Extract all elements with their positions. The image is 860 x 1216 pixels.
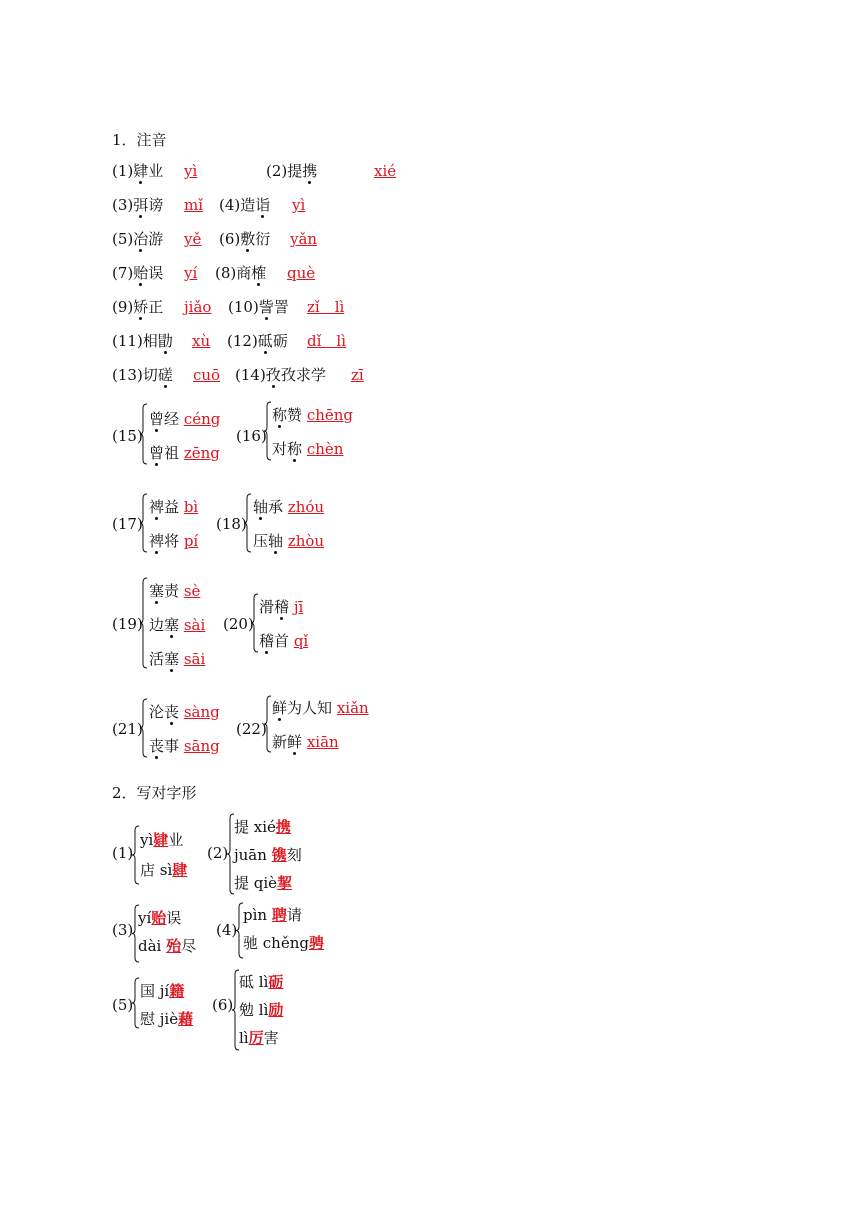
term-dotted-char: 稽 <box>259 632 275 650</box>
brace-icon <box>132 978 140 1028</box>
term-dotted-char: 訾 <box>258 298 274 316</box>
term <box>149 410 179 428</box>
term-pre: 沦 <box>149 703 165 721</box>
group-row <box>253 531 324 551</box>
phonetic-item <box>112 263 163 283</box>
group-row <box>149 497 198 517</box>
term-dotted-char: 敷 <box>240 230 256 248</box>
pinyin-answer: dǐ lì <box>307 332 346 350</box>
phonetic-item <box>112 331 173 351</box>
term-pre: 相 <box>142 332 158 350</box>
row-suffix: 误 <box>166 909 182 927</box>
pinyin-answer: sàng <box>183 703 220 721</box>
term-dotted-char: 冶 <box>133 230 149 248</box>
term-dotted-char: 携 <box>302 162 318 180</box>
term-post: 业 <box>148 162 164 180</box>
term-post: 责 <box>164 582 180 600</box>
row-prefix: pìn <box>243 906 272 924</box>
term <box>149 582 179 600</box>
group-number: (3) <box>112 921 134 939</box>
brace-icon <box>251 594 259 652</box>
term-pre: 压 <box>253 532 269 550</box>
term <box>259 598 289 616</box>
term-dotted-char: 矫 <box>133 298 149 316</box>
glyph-row <box>138 936 196 956</box>
character-answer: 籍 <box>169 982 185 1000</box>
character-answer: 殆 <box>166 937 182 955</box>
phonetic-item <box>235 365 326 385</box>
item-number: (2) <box>266 162 288 180</box>
brace-icon <box>264 696 272 752</box>
row-suffix: 请 <box>286 906 302 924</box>
row-prefix: 砥 lì <box>239 973 269 991</box>
row-prefix: 国 jí <box>140 982 170 1000</box>
term-dotted-char: 丧 <box>149 737 165 755</box>
group-row <box>149 443 220 463</box>
group-row <box>272 732 339 752</box>
term-dotted-char: 轴 <box>268 532 284 550</box>
brace-icon <box>132 826 140 884</box>
group-number: (22) <box>236 720 267 738</box>
term <box>272 440 302 458</box>
pinyin-answer: chèn <box>306 440 344 458</box>
row-prefix: yí <box>138 909 152 927</box>
term-post: 益 <box>164 498 180 516</box>
term <box>240 230 270 248</box>
group-number: (1) <box>112 844 134 862</box>
pinyin-answer: yì <box>292 196 306 214</box>
glyph-row <box>140 830 183 850</box>
group-row <box>272 405 353 425</box>
character-answer: 肆 <box>172 861 188 879</box>
brace-icon <box>264 402 272 460</box>
term <box>272 733 302 751</box>
group-row <box>149 702 220 722</box>
phonetic-item <box>112 195 163 215</box>
glyph-row <box>239 972 283 992</box>
term <box>149 498 179 516</box>
glyph-row <box>243 905 302 925</box>
term <box>133 298 163 316</box>
pinyin-answer: xiān <box>306 733 339 751</box>
group-number: (2) <box>207 844 229 862</box>
glyph-row <box>138 908 181 928</box>
phonetic-item <box>112 297 163 317</box>
term-post: 谤 <box>148 196 164 214</box>
term <box>143 332 173 350</box>
group-number: (19) <box>112 615 143 633</box>
pinyin-answer: xiǎn <box>336 699 369 717</box>
phonetic-item <box>112 161 163 181</box>
term <box>149 444 179 462</box>
group-number: (21) <box>112 720 143 738</box>
character-answer: 厉 <box>248 1029 264 1047</box>
term-dotted-char: 榷 <box>251 264 267 282</box>
term-post: 詈 <box>273 298 289 316</box>
term <box>259 632 289 650</box>
character-answer: 骋 <box>308 934 324 952</box>
item-number: (11) <box>112 332 143 350</box>
pinyin-answer: sāi <box>183 650 206 668</box>
phonetic-item <box>219 195 270 215</box>
term-dotted-char: 砥 <box>257 332 273 350</box>
pinyin-answer: què <box>287 264 316 282</box>
section-title: 1．注音 <box>112 131 167 149</box>
pinyin-answer: jī <box>293 598 304 616</box>
phonetic-item <box>215 263 266 283</box>
group-number: (6) <box>212 996 234 1014</box>
term-post: 正 <box>148 298 164 316</box>
term <box>240 196 270 214</box>
phonetic-item <box>219 229 270 249</box>
term <box>133 196 163 214</box>
group-row <box>259 597 303 617</box>
term-dotted-char: 丧 <box>164 703 180 721</box>
term-post: 为人知 <box>287 699 333 717</box>
term-dotted-char: 裨 <box>149 532 165 550</box>
term <box>272 699 332 717</box>
item-number: (8) <box>215 264 237 282</box>
row-prefix: 店 sì <box>140 861 173 879</box>
group-number: (20) <box>223 615 254 633</box>
group-row <box>149 531 198 551</box>
term-pre: 对 <box>272 440 288 458</box>
pinyin-answer: qǐ <box>293 632 309 650</box>
brace-icon <box>244 494 252 552</box>
term-pre: 提 <box>287 162 303 180</box>
phonetic-item <box>228 297 289 317</box>
character-answer: 砺 <box>268 973 284 991</box>
pinyin-answer: cuō <box>193 366 221 384</box>
row-prefix: 提 qiè <box>234 874 278 892</box>
pinyin-answer: xié <box>374 162 397 180</box>
term <box>133 230 163 248</box>
term-dotted-char: 轴 <box>253 498 269 516</box>
glyph-row <box>234 845 302 865</box>
character-answer: 携 <box>275 818 291 836</box>
character-answer: 肄 <box>153 831 169 849</box>
item-number: (9) <box>112 298 134 316</box>
group-row <box>253 497 324 517</box>
pinyin-answer: mǐ <box>184 196 204 214</box>
term-dotted-char: 诣 <box>255 196 271 214</box>
glyph-row <box>140 1009 193 1029</box>
brace-icon <box>140 578 148 668</box>
phonetic-item <box>112 365 173 385</box>
phonetic-item <box>266 161 317 181</box>
term-post: 砺 <box>272 332 288 350</box>
term <box>287 162 317 180</box>
group-number: (5) <box>112 996 134 1014</box>
term <box>149 703 179 721</box>
term-pre: 造 <box>240 196 256 214</box>
character-answer: 聘 <box>271 906 287 924</box>
pinyin-answer: sāng <box>183 737 220 755</box>
item-number: (12) <box>227 332 258 350</box>
phonetic-item <box>227 331 288 351</box>
row-suffix: 业 <box>168 831 184 849</box>
group-number: (18) <box>216 515 247 533</box>
term-pre: 切 <box>142 366 158 384</box>
term <box>149 650 179 668</box>
pinyin-answer: xù <box>192 332 211 350</box>
row-prefix: 勉 lì <box>239 1001 269 1019</box>
group-row <box>272 439 343 459</box>
term <box>149 616 179 634</box>
term <box>143 366 173 384</box>
term-post: 首 <box>274 632 290 650</box>
term-pre: 新 <box>272 733 288 751</box>
term-dotted-char: 称 <box>272 406 288 424</box>
term-dotted-char: 塞 <box>164 616 180 634</box>
term <box>272 406 302 424</box>
group-row <box>149 615 205 635</box>
item-number: (3) <box>112 196 134 214</box>
group-row <box>149 736 220 756</box>
term-pre: 边 <box>149 616 165 634</box>
term <box>149 532 179 550</box>
term <box>253 498 283 516</box>
row-prefix: yì <box>140 831 154 849</box>
term <box>236 264 266 282</box>
term-dotted-char: 贻 <box>133 264 149 282</box>
term-dotted-char: 磋 <box>157 366 173 384</box>
term-dotted-char: 塞 <box>164 650 180 668</box>
term-dotted-char: 裨 <box>149 498 165 516</box>
phonetic-item <box>112 229 163 249</box>
group-number: (17) <box>112 515 143 533</box>
row-suffix: 尽 <box>181 937 197 955</box>
character-answer: 励 <box>268 1001 284 1019</box>
pinyin-answer: yì <box>184 162 198 180</box>
term <box>133 264 163 282</box>
term-post: 误 <box>148 264 164 282</box>
item-number: (1) <box>112 162 134 180</box>
term-pre: 商 <box>236 264 252 282</box>
pinyin-answer: yě <box>184 230 202 248</box>
term-dotted-char: 塞 <box>149 582 165 600</box>
pinyin-answer: zī <box>351 366 364 384</box>
row-prefix: 驰 chěng <box>243 934 309 952</box>
row-prefix: 慰 jiè <box>140 1010 179 1028</box>
pinyin-answer: zēng <box>183 444 220 462</box>
row-prefix: 提 xié <box>234 818 276 836</box>
term-dotted-char: 肄 <box>133 162 149 180</box>
item-number: (4) <box>219 196 241 214</box>
pinyin-answer: céng <box>183 410 221 428</box>
item-number: (14) <box>235 366 266 384</box>
character-answer: 贻 <box>151 909 167 927</box>
pinyin-answer: zhòu <box>287 532 325 550</box>
item-number: (5) <box>112 230 134 248</box>
term-post: 赞 <box>287 406 303 424</box>
glyph-row <box>140 981 184 1001</box>
group-row <box>149 409 220 429</box>
glyph-row <box>239 1000 283 1020</box>
brace-icon <box>140 699 148 757</box>
pinyin-answer: sài <box>183 616 206 634</box>
glyph-row <box>234 817 291 837</box>
brace-icon <box>140 404 148 464</box>
term-post: 将 <box>164 532 180 550</box>
item-number: (6) <box>219 230 241 248</box>
term-dotted-char: 鲜 <box>272 699 288 717</box>
group-number: (16) <box>236 427 267 445</box>
pinyin-answer: bì <box>183 498 199 516</box>
pinyin-answer: zǐ lì <box>307 298 345 316</box>
term-dotted-char: 鲜 <box>287 733 303 751</box>
term-post: 祖 <box>164 444 180 462</box>
term <box>253 532 283 550</box>
term-post: 游 <box>148 230 164 248</box>
term <box>266 366 326 384</box>
term-dotted-char: 勖 <box>157 332 173 350</box>
pinyin-answer: yǎn <box>290 230 318 248</box>
term <box>259 298 289 316</box>
term <box>258 332 288 350</box>
brace-icon <box>140 494 148 552</box>
pinyin-answer: chēng <box>306 406 354 424</box>
term <box>133 162 163 180</box>
item-number: (13) <box>112 366 143 384</box>
term-dotted-char: 称 <box>287 440 303 458</box>
glyph-row <box>243 933 324 953</box>
term-pre: 活 <box>149 650 165 668</box>
group-row <box>149 649 205 669</box>
term-post: 经 <box>164 410 180 428</box>
item-number: (7) <box>112 264 134 282</box>
term-dotted-char: 曾 <box>149 410 165 428</box>
term-post: 承 <box>268 498 284 516</box>
row-suffix: 刻 <box>286 846 302 864</box>
term-pre: 滑 <box>259 598 275 616</box>
term-post: 事 <box>164 737 180 755</box>
term-dotted-char: 曾 <box>149 444 165 462</box>
term-post: 衍 <box>255 230 271 248</box>
glyph-row <box>239 1028 279 1048</box>
term-dotted-char: 弭 <box>133 196 149 214</box>
group-number: (4) <box>216 921 238 939</box>
group-number: (15) <box>112 427 143 445</box>
pinyin-answer: yí <box>184 264 198 282</box>
group-row <box>259 631 308 651</box>
row-prefix: juān <box>234 846 272 864</box>
pinyin-answer: zhóu <box>287 498 325 516</box>
row-prefix: dài <box>138 937 167 955</box>
character-answer: 镌 <box>271 846 287 864</box>
term <box>149 737 179 755</box>
item-number: (10) <box>228 298 259 316</box>
glyph-row <box>140 860 187 880</box>
row-suffix: 害 <box>263 1029 279 1047</box>
group-row <box>149 581 200 601</box>
character-answer: 藉 <box>178 1010 194 1028</box>
term-post: 孜求学 <box>280 366 326 384</box>
pinyin-answer: jiǎo <box>184 298 212 316</box>
pinyin-answer: sè <box>183 582 201 600</box>
term-dotted-char: 稽 <box>274 598 290 616</box>
pinyin-answer: pí <box>183 532 199 550</box>
row-prefix: lì <box>239 1029 249 1047</box>
section-title: 2．写对字形 <box>112 784 197 802</box>
glyph-row <box>234 873 292 893</box>
term-dotted-char: 孜 <box>265 366 281 384</box>
group-row <box>272 698 369 718</box>
character-answer: 挈 <box>277 874 293 892</box>
